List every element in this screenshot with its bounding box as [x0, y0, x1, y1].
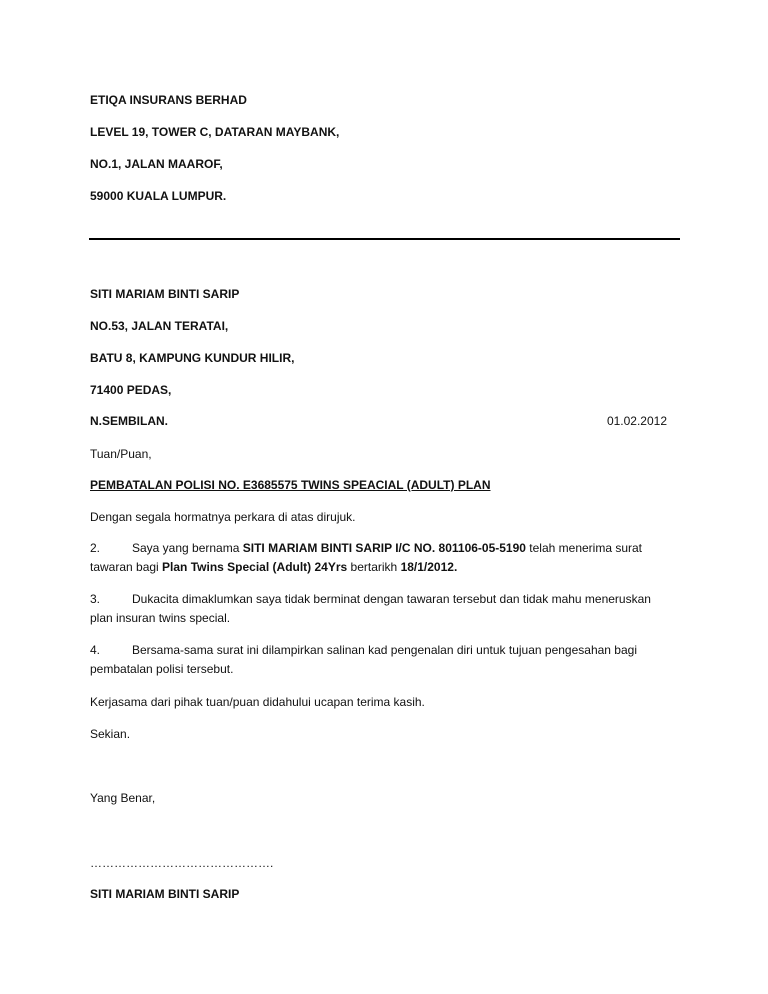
intro-paragraph: Dengan segala hormatnya perkara di atas dirujuk.	[90, 510, 356, 524]
header-divider	[89, 238, 680, 240]
paragraph-4-number: 4.	[90, 643, 101, 657]
paragraph-2-name: SITI MARIAM BINTI SARIP I/C NO. 801106-05-5190	[242, 541, 526, 555]
paragraph-2-number: 2.	[90, 541, 101, 555]
recipient-address-line1: LEVEL 19, TOWER C, DATARAN MAYBANK,	[90, 125, 340, 139]
recipient-address-line3: 59000 KUALA LUMPUR.	[90, 189, 227, 203]
closing-yang-benar: Yang Benar,	[90, 791, 156, 805]
paragraph-2	[90, 539, 675, 577]
sender-address-line3: 71400 PEDAS,	[90, 383, 172, 397]
sender-name: SITI MARIAM BINTI SARIP	[90, 287, 240, 301]
paragraph-2-text-2: telah menerima surat tawaran bagi	[90, 541, 643, 574]
paragraph-2-text-1: Saya yang bernama	[132, 541, 243, 555]
paragraph-2-text-3: bertarikh	[347, 560, 401, 574]
paragraph-3-number: 3.	[90, 592, 101, 606]
paragraph-2-date: 18/1/2012.	[400, 560, 458, 574]
paragraph-4	[90, 641, 675, 679]
salutation: Tuan/Puan,	[90, 447, 152, 461]
signature-line: ……………………………………….	[90, 856, 274, 870]
sender-address-line4: N.SEMBILAN.	[90, 414, 168, 428]
paragraph-2-plan: Plan Twins Special (Adult) 24Yrs	[162, 560, 348, 574]
recipient-name: ETIQA INSURANS BERHAD	[90, 93, 247, 107]
sender-address-line2: BATU 8, KAMPUNG KUNDUR HILIR,	[90, 351, 295, 365]
recipient-address-line2: NO.1, JALAN MAAROF,	[90, 157, 223, 171]
sender-address-line1: NO.53, JALAN TERATAI,	[90, 319, 229, 333]
closing-sekian: Sekian.	[90, 727, 131, 741]
paragraph-3	[90, 590, 675, 628]
paragraph-4-text: Bersama-sama surat ini dilampirkan salinan kad pengenalan diri untuk tujuan pengesahan bagi pembatalan polisi tersebut.	[90, 643, 637, 676]
thanks-line: Kerjasama dari pihak tuan/puan didahului ucapan terima kasih.	[90, 695, 425, 709]
paragraph-3-text: Dukacita dimaklumkan saya tidak berminat dengan tawaran tersebut dan tidak mahu meneruskan plan insuran twins special.	[90, 592, 651, 625]
subject-line: PEMBATALAN POLISI NO. E3685575 TWINS SPEACIAL (ADULT) PLAN	[90, 478, 491, 492]
letter-date: 01.02.2012	[606, 414, 667, 428]
signer-name: SITI MARIAM BINTI SARIP	[90, 887, 240, 901]
